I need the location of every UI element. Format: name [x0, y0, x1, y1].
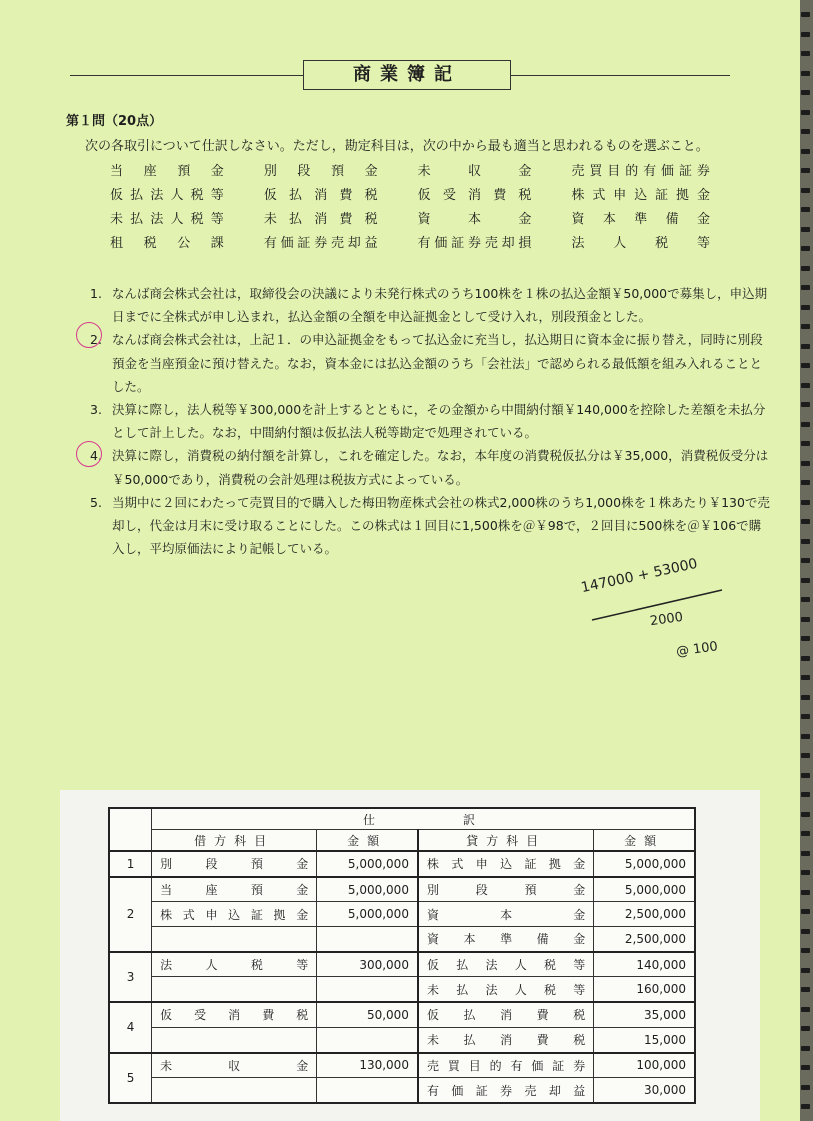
binding-ring: [801, 90, 810, 95]
binding-ring: [801, 909, 810, 914]
entry-number: 1: [109, 851, 152, 877]
binding-ring: [801, 773, 810, 778]
circle-mark-4: [76, 441, 102, 467]
binding-ring: [801, 363, 810, 368]
binding-ring: [801, 714, 810, 719]
account-term: 未 払 法 人 税 等: [110, 212, 224, 227]
binding-ring: [801, 149, 810, 154]
binding-ring: [801, 305, 810, 310]
problem-number: 1.: [90, 286, 102, 301]
table-row: [109, 902, 695, 927]
credit-account-text: 株 式 申 込 証 拠 金: [426, 857, 586, 872]
account-term: 株 式 申 込 証 拠 金: [571, 188, 710, 203]
term-row: [110, 232, 710, 256]
binding-ring: [801, 578, 810, 583]
debit-amount: [317, 1027, 418, 1052]
binding-ring: [801, 675, 810, 680]
debit-account: [152, 952, 317, 977]
debit-account-text: 株 式 申 込 証 拠 金: [160, 907, 309, 922]
term-row: [110, 160, 710, 184]
credit-account: [418, 1002, 594, 1027]
debit-account: [152, 902, 317, 927]
credit-account: [418, 1053, 594, 1078]
binding-ring: [801, 188, 810, 193]
journal-header: 仕 訳: [152, 808, 695, 830]
entry-number: 4: [109, 1002, 152, 1052]
credit-account-text: 売 買 目 的 有 価 証 券: [426, 1058, 586, 1073]
num-column-header: [109, 808, 152, 851]
table-row: [109, 1078, 695, 1103]
problem-item: [90, 328, 770, 398]
credit-amount: 15,000: [594, 1027, 695, 1052]
table-row: [109, 1002, 695, 1027]
question-instruction: 次の各取引について仕訳しなさい。ただし，勘定科目は，次の中から最も適当と思われるものを選ぶこと。: [85, 139, 709, 154]
binding-ring: [801, 51, 810, 56]
binding-ring: [801, 461, 810, 466]
table-row: [109, 977, 695, 1002]
debit-amount: 130,000: [317, 1053, 418, 1078]
binding-ring: [801, 734, 810, 739]
binding-ring: [801, 71, 810, 76]
term-row: [110, 208, 710, 232]
binding-ring: [801, 32, 810, 37]
account-term-list: [110, 160, 710, 256]
credit-account-text: 資 本 準 備 金: [426, 932, 586, 947]
binding-ring: [801, 422, 810, 427]
account-term: 有 価 証 券 売 却 損: [417, 236, 532, 251]
binding-ring: [801, 753, 810, 758]
account-term: 未 収 金: [417, 164, 532, 179]
credit-amount: 140,000: [594, 952, 695, 977]
page-title: 商業簿記: [303, 60, 511, 90]
binding-ring: [801, 1007, 810, 1012]
debit-amount-header: 金額: [317, 830, 418, 852]
handwritten-denominator: 2000: [649, 609, 684, 630]
credit-amount: 5,000,000: [594, 851, 695, 877]
debit-amount: [317, 927, 418, 952]
binding-ring: [801, 870, 810, 875]
debit-amount: 5,000,000: [317, 851, 418, 877]
binding-ring: [801, 890, 810, 895]
credit-account-header: 貸方科目: [418, 830, 594, 852]
account-term: 法 人 税 等: [571, 236, 710, 251]
problem-text: なんば商会株式会社は，上記１．の申込証拠金をもって払込金に充当し，払込期日に資本金に振り替え，同時に別段預金を当座預金に預け替えた。なお，資本金には払込金額のうち「会社法」で認められる最低額を組み入れることとした。: [112, 332, 763, 394]
binding-ring: [801, 207, 810, 212]
problem-item: [90, 398, 770, 444]
binding-ring: [801, 402, 810, 407]
credit-account: [418, 877, 594, 902]
account-term: 有 価 証 券 売 却 益: [263, 236, 378, 251]
problem-text: 決算に際し，法人税等￥300,000を計上するとともに，その金額から中間納付額￥140,000を控除した差額を未払分として計上した。なお，中間納付額は仮払法人税等勘定で処理されている。: [112, 402, 766, 441]
problem-number: 3.: [90, 402, 102, 418]
journal-answer-table: [108, 807, 696, 1104]
credit-amount: 2,500,000: [594, 927, 695, 952]
debit-account-text: 未 収 金: [160, 1058, 309, 1073]
credit-amount: 35,000: [594, 1002, 695, 1027]
account-term: 当 座 預 金: [110, 164, 224, 179]
handwritten-numerator: 147000 + 53000: [579, 555, 699, 597]
credit-account-text: 別 段 預 金: [426, 883, 586, 898]
debit-account-text: 別 段 預 金: [160, 857, 309, 872]
account-term: 売 買 目 的 有 価 証 券: [571, 164, 710, 179]
circle-mark-2: [76, 322, 102, 348]
binding-ring: [801, 266, 810, 271]
binding-ring: [801, 539, 810, 544]
credit-account-text: 未 払 法 人 税 等: [426, 982, 586, 997]
term-row: [110, 184, 710, 208]
problem-text: なんば商会株式会社は，取締役会の決議により未発行株式のうち100株を１株の払込金額￥50,000で募集し，申込期日までに全株式が申し込まれ，払込金額の全額を申込証拠金として受け入れ，別段預金とした。: [112, 286, 768, 325]
problem-item: [90, 491, 770, 561]
credit-amount: 5,000,000: [594, 877, 695, 902]
problem-item: [90, 282, 770, 328]
debit-account: [152, 1027, 317, 1052]
debit-account: [152, 1078, 317, 1103]
binding-ring: [801, 12, 810, 17]
debit-amount: 300,000: [317, 952, 418, 977]
debit-account: [152, 977, 317, 1002]
binding-ring: [801, 617, 810, 622]
credit-amount: 100,000: [594, 1053, 695, 1078]
binding-ring: [801, 344, 810, 349]
credit-account-text: 仮 払 法 人 税 等: [426, 958, 586, 973]
table-row: [109, 877, 695, 902]
debit-amount: [317, 977, 418, 1002]
binding-ring: [801, 227, 810, 232]
binding-ring: [801, 792, 810, 797]
question-heading: 第１問（20点）: [66, 114, 163, 129]
binding-ring: [801, 480, 810, 485]
problem-text: 当期中に２回にわたって売買目的で購入した梅田物産株式会社の株式2,000株のうち1,000株を１株あたり￥130で売却し，代金は月末に受け取ることにした。この株式は１回目に1,500株を＠￥98で，２回目に500株を＠￥106で購入し，平均原価法により記帳している。: [112, 494, 770, 557]
binding-ring: [801, 324, 810, 329]
binding-ring: [801, 129, 810, 134]
binding-ring: [801, 285, 810, 290]
entry-number: 5: [109, 1053, 152, 1103]
binding-ring: [801, 948, 810, 953]
account-term: 租 税 公 課: [110, 236, 224, 251]
binding-ring: [801, 168, 810, 173]
debit-account: [152, 1053, 317, 1078]
problem-number: 5.: [90, 494, 102, 510]
binding-ring: [801, 1065, 810, 1070]
entry-number: 3: [109, 952, 152, 1002]
account-term: 未 払 消 費 税: [263, 212, 378, 227]
problem-number: 4.: [90, 448, 102, 464]
table-row: [109, 952, 695, 977]
credit-amount: 160,000: [594, 977, 695, 1002]
debit-account: [152, 1002, 317, 1027]
account-term: 資 本 準 備 金: [571, 212, 710, 227]
debit-account: [152, 877, 317, 902]
binding-ring: [801, 597, 810, 602]
binding-ring: [801, 987, 810, 992]
entry-number: 2: [109, 877, 152, 952]
credit-account-text: 資 本 金: [426, 907, 586, 922]
binding-ring: [801, 851, 810, 856]
credit-account: [418, 927, 594, 952]
binding-ring: [801, 558, 810, 563]
debit-amount: 5,000,000: [317, 877, 418, 902]
binding-ring: [801, 383, 810, 388]
debit-account: [152, 851, 317, 877]
binding-ring: [801, 636, 810, 641]
credit-account-text: 未 払 消 費 税: [426, 1033, 586, 1048]
binding-ring: [801, 110, 810, 115]
debit-account-text: 当 座 預 金: [160, 883, 309, 898]
credit-account-text: 仮 払 消 費 税: [426, 1008, 586, 1023]
answer-sheet: [60, 790, 760, 1121]
binding-ring: [801, 1046, 810, 1051]
credit-account: [418, 851, 594, 877]
binding-ring: [801, 500, 810, 505]
binding-ring: [801, 1026, 810, 1031]
credit-account: [418, 977, 594, 1002]
binding-ring: [801, 695, 810, 700]
debit-amount: [317, 1078, 418, 1103]
binding-ring: [801, 831, 810, 836]
binding-ring: [801, 1085, 810, 1090]
problem-item: [90, 444, 770, 490]
problem-text: 決算に際し，消費税の納付額を計算し，これを確定した。なお，本年度の消費税仮払分は￥35,000，消費税仮受分は￥50,000であり，消費税の会計処理は税抜方式によっている。: [112, 448, 769, 487]
problem-list: [90, 282, 770, 560]
binding-ring: [801, 968, 810, 973]
table-row: [109, 1027, 695, 1052]
account-term: 別 段 預 金: [263, 164, 378, 179]
debit-account-text: 法 人 税 等: [160, 958, 309, 973]
account-term: 資 本 金: [417, 212, 532, 227]
account-term: 仮 払 消 費 税: [263, 188, 378, 203]
credit-account-text: 有 価 証 券 売 却 益: [426, 1083, 586, 1098]
table-row: [109, 927, 695, 952]
binding-ring: [801, 812, 810, 817]
binding-ring: [801, 929, 810, 934]
credit-amount: 2,500,000: [594, 902, 695, 927]
credit-account: [418, 952, 594, 977]
credit-amount: 30,000: [594, 1078, 695, 1103]
credit-account: [418, 1027, 594, 1052]
account-term: 仮 受 消 費 税: [417, 188, 532, 203]
binding-ring: [801, 656, 810, 661]
credit-account: [418, 1078, 594, 1103]
credit-amount-header: 金額: [594, 830, 695, 852]
account-term: 仮 払 法 人 税 等: [110, 188, 224, 203]
binding-ring: [801, 1104, 810, 1109]
binding-ring: [801, 519, 810, 524]
table-row: [109, 851, 695, 877]
table-row: [109, 1053, 695, 1078]
debit-account: [152, 927, 317, 952]
credit-account: [418, 902, 594, 927]
debit-account-header: 借方科目: [152, 830, 317, 852]
debit-amount: 5,000,000: [317, 902, 418, 927]
handwritten-result: @ 100: [675, 639, 719, 660]
debit-amount: 50,000: [317, 1002, 418, 1027]
binding-ring: [801, 246, 810, 251]
binding-ring: [801, 441, 810, 446]
problem-number: 2.: [90, 332, 102, 348]
debit-account-text: 仮 受 消 費 税: [160, 1008, 309, 1023]
